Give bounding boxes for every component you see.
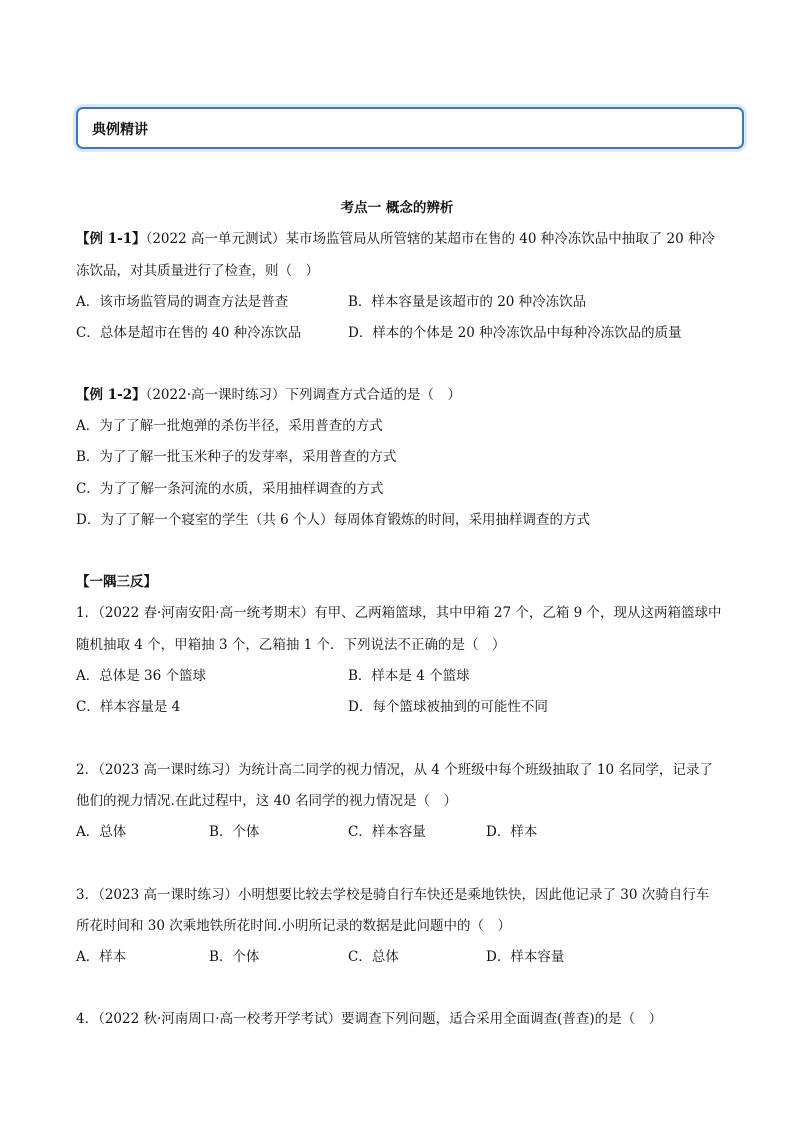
- question-1-option-c: C．样本容量是 4: [76, 699, 181, 715]
- question-2-option-c: C．样本容量: [348, 824, 426, 840]
- example-1-1-option-d: D．样本的个体是 20 种冷冻饮品中每种冷冻饮品的质量: [348, 325, 682, 341]
- topic-title: 考点一 概念的辨析: [340, 200, 454, 216]
- example-1-2-tag: 【例 1-2】: [76, 387, 146, 403]
- example-1-1-stem1: （2022 高一单元测试）某市场监管局从所管辖的某超市在售的 40 种冷冻饮品中抽取了 20 种冷: [145, 231, 716, 247]
- question-1-option-b: B．样本是 4 个篮球: [348, 668, 470, 684]
- example-1-1-tag: 【例 1-1】: [76, 231, 146, 247]
- question-3-option-c: C．总体: [348, 949, 399, 965]
- question-3-option-a: A．样本: [76, 949, 127, 965]
- practice-header: 【一隅三反】: [76, 574, 157, 590]
- question-1-stem1: 1．（2022 春·河南安阳·高一统考期末）有甲、乙两箱篮球，其中甲箱 27 个，乙箱 9 个，现从这两箱篮球中: [76, 605, 722, 621]
- question-3-stem1: 3．（2023 高一课时练习）小明想要比较去学校是骑自行车快还是乘地铁快，因此他记录了 30 次骑自行车: [76, 887, 710, 903]
- section-header-box: [76, 107, 744, 149]
- question-2-option-a: A．总体: [76, 824, 127, 840]
- question-3-option-d: D．样本容量: [486, 949, 565, 965]
- example-1-2-option-c: C．为了了解一条河流的水质，采用抽样调查的方式: [76, 481, 384, 497]
- question-4-stem1: 4．（2022 秋·河南周口·高一校考开学考试）要调查下列问题，适合采用全面调查(普查)的是（ ）: [76, 1011, 663, 1027]
- question-2-stem2: 他们的视力情况.在此过程中，这 40 名同学的视力情况是（ ）: [76, 793, 458, 809]
- question-2-option-b: B．个体: [209, 824, 260, 840]
- question-2-stem1: 2．（2023 高一课时练习）为统计高二同学的视力情况，从 4 个班级中每个班级抽取了 10 名同学，记录了: [76, 762, 713, 778]
- section-header-title: 典例精讲: [92, 122, 148, 138]
- example-1-1-option-b: B．样本容量是该超市的 20 种冷冻饮品: [348, 294, 587, 310]
- question-1-option-d: D．每个篮球被抽到的可能性不同: [348, 699, 548, 715]
- example-1-2-line1: [76, 383, 461, 403]
- question-2-option-d: D．样本: [486, 824, 538, 840]
- question-1-option-a: A．总体是 36 个篮球: [76, 668, 207, 684]
- example-1-1-option-c: C．总体是超市在售的 40 种冷冻饮品: [76, 325, 302, 341]
- example-1-2-stem: （2022·高一课时练习）下列调查方式合适的是（ ）: [145, 387, 461, 403]
- example-1-2-option-d: D．为了了解一个寝室的学生（共 6 个人）每周体育锻炼的时间，采用抽样调查的方式: [76, 512, 590, 528]
- example-1-1-stem2: 冻饮品，对其质量进行了检查，则（ ）: [76, 263, 319, 279]
- question-1-stem2: 随机抽取 4 个，甲箱抽 3 个，乙箱抽 1 个．下列说法不正确的是（ ）: [76, 637, 506, 653]
- example-1-1-option-a: A．该市场监管局的调查方法是普查: [76, 294, 289, 310]
- example-1-1-line1: [76, 227, 715, 247]
- example-1-2-option-a: A．为了了解一批炮弹的杀伤半径，采用普查的方式: [76, 418, 383, 434]
- example-1-2-option-b: B．为了了解一批玉米种子的发芽率，采用普查的方式: [76, 449, 397, 465]
- question-3-stem2: 所花时间和 30 次乘地铁所花时间.小明所记录的数据是此问题中的（ ）: [76, 918, 512, 934]
- question-3-option-b: B．个体: [209, 949, 260, 965]
